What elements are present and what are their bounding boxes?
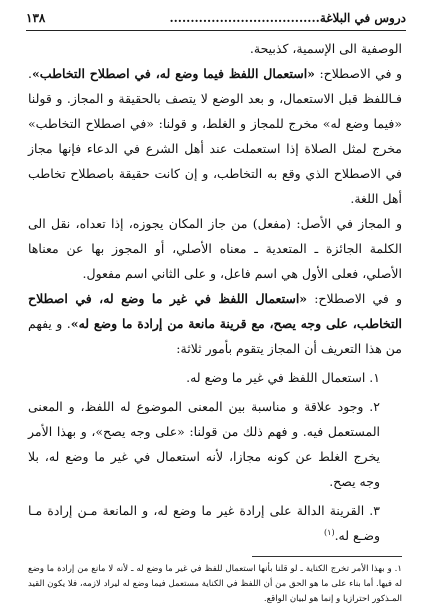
paragraph-1-text: الوصفية الى الإسمية، كذبيحة. [249, 41, 402, 56]
list-item-2 [28, 394, 402, 494]
footnote-divider [252, 556, 402, 557]
paragraph-2-rest: . فـاللفظ قبل الاستعمال، و بعد الوضع لا يتصف بالحقيقة و المجاز. و قولنا «فيما وضع له» مخرج للمجاز و الغلط، و قولنا: «في اصطلاح التخاطب» مخرج لمثل الصلاة إذا استعملت عند أهل الشرع في الدعاء فإنها مجاز في الاصطلاح الذي وقع به التخاطب، و إن كانت حقيقة باصطلاح تخاطب أهل اللغة. [28, 66, 402, 206]
list-item-2-text: ٢. وجود علاقة و مناسبة بين المعنى الموضوع له اللفظ، و المعنى المستعمل فيه. و فهم ذلك من قولنا: «على وجه يصح»، و بهذا الأمر يخرج الغلط عن كونه مجازا، لأنه استعمال في غير ما وضع له، بلا وجه يصح. [28, 399, 380, 489]
truth-definition: «استعمال اللفظ فيما وضع له، في اصطلاح التخاطب» [31, 66, 315, 81]
paragraph-2 [28, 61, 402, 211]
paragraph-2-intro: و في الاصطلاح: [314, 66, 402, 81]
paragraph-3 [28, 211, 402, 286]
main-text [28, 36, 402, 548]
footnote-1-text: ١. و بهذا الأمر تخرج الكناية ـ لو قلنا بأنها استعمال للفظ في غير ما وضع له ـ لأنه لا مانع من إرادة ما وضع له فيها. أما بناء على ما هو الحق من أن اللفظ في الكناية مستعمل فيما وضع له ليراد لازمه، فلا يكون القيد المـذكور احترازيا و إنما هو لبيان الواقع. [28, 564, 402, 604]
paragraph-4-rest: . و يفهم من هذا التعريف أن المجاز يتقوم بأمور ثلاثة: [28, 316, 402, 356]
paragraph-4 [28, 286, 402, 361]
footnote-1 [28, 562, 402, 607]
list-item-1 [28, 365, 402, 390]
list-item-1-text: ١. استعمال اللفظ في غير ما وضع له. [186, 370, 380, 385]
page-header [26, 8, 406, 28]
list-item-3-text: ٣. القرينة الدالة على إرادة غير ما وضع له، و المانعة مـن إرادة مـا وضـع له. [28, 503, 380, 543]
metaphor-definition: «استعمال اللفظ في غير ما وضع له، في اصطلاح التخاطب، على وجه يصح، مع قرينة مانعة من إرادة ما وضع له» [28, 291, 402, 331]
list-item-3 [28, 498, 402, 548]
paragraph-3-text: و المجاز في الأصل: (مفعل) من جاز المكان يجوزه، إذا تعداه، نقل الى الكلمة الجائزة ـ المتعدية ـ معناه الأصلي، أو المجوز بها عن معناها الأصلي، فعلى الأول هي اسم فاعل، و على الثاني اسم مفعول. [28, 216, 402, 281]
header-divider [26, 30, 406, 31]
running-title: دروس في البلاغة.................................... [169, 11, 406, 25]
page-number: ١٣٨ [26, 11, 46, 25]
footnotes [28, 562, 402, 607]
paragraph-4-intro: و في الاصطلاح: [307, 291, 402, 306]
footnote-reference: (١) [324, 527, 335, 537]
paragraph-1 [28, 36, 402, 61]
